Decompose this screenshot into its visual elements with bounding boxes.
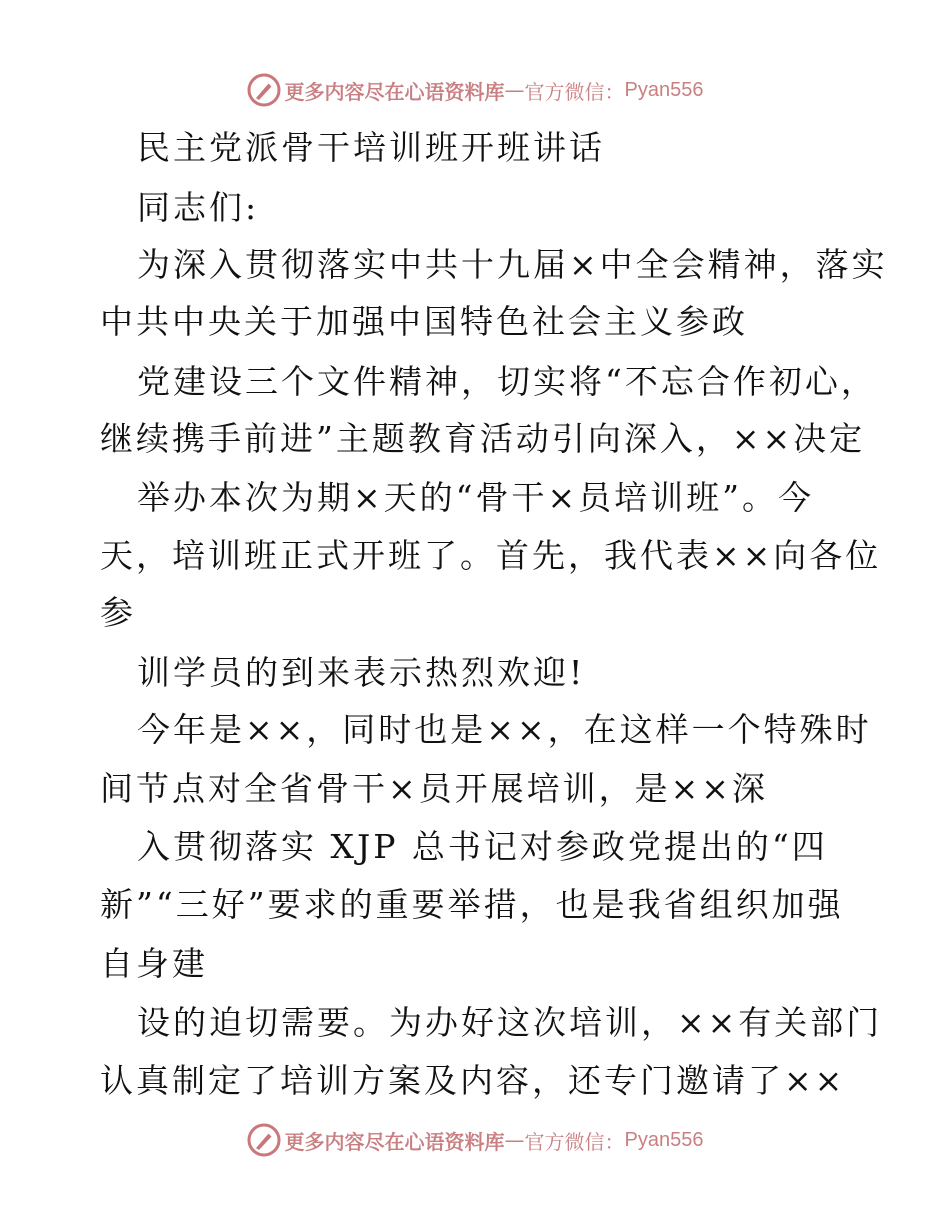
watermark-banner-bottom — [0, 1120, 950, 1160]
watermark-subtitle: 官方微信： — [524, 1129, 625, 1154]
watermark-separator: — — [504, 1128, 525, 1152]
paragraph-line: 认真制定了培训方案及内容，还专门邀请了×× — [100, 1061, 846, 1100]
paragraph-line: 间节点对全省骨干×员开展培训，是××深 — [100, 769, 768, 808]
document-title: 民主党派骨干培训班开班讲话 — [137, 128, 605, 167]
paragraph-line: 中共中央关于加强中国特色社会主义参政 — [100, 302, 748, 341]
watermark-text: 更多内容尽在心语资料库 — [284, 79, 505, 104]
paragraph-line: 天，培训班正式开班了。首先，我代表××向各位 — [100, 536, 882, 575]
watermark-separator: — — [504, 78, 525, 102]
watermark-banner-top — [0, 70, 950, 110]
paragraph-line: 举办本次为期×天的“骨干×员培训班”。今 — [137, 478, 815, 517]
watermark-wechat-id: Pyan556 — [624, 78, 704, 101]
pen-logo-icon — [247, 1123, 281, 1157]
pen-logo-icon — [247, 73, 281, 107]
paragraph-line: 入贯彻落实 XJP 总书记对参政党提出的“四 — [137, 827, 828, 866]
paragraph-line: 党建设三个文件精神，切实将“不忘合作初心， — [137, 362, 877, 401]
watermark-wechat-id: Pyan556 — [624, 1128, 704, 1151]
paragraph-line: 自身建 — [100, 944, 208, 983]
paragraph-line: 继续携手前进”主题教育活动引向深入，××决定 — [100, 419, 866, 458]
paragraph-line: 今年是××，同时也是××，在这样一个特殊时 — [137, 710, 872, 749]
paragraph-line: 设的迫切需要。为办好这次培训，××有关部门 — [137, 1003, 883, 1042]
watermark-text: 更多内容尽在心语资料库 — [284, 1129, 505, 1154]
paragraph-line: 为深入贯彻落实中共十九届×中全会精神，落实 — [137, 245, 888, 284]
paragraph-line: 新”“三好”要求的重要举措，也是我省组织加强 — [100, 885, 844, 924]
watermark-subtitle: 官方微信： — [524, 79, 625, 104]
salutation: 同志们: — [137, 188, 260, 227]
paragraph-line: 参 — [100, 593, 136, 632]
paragraph-line: 训学员的到来表示热烈欢迎! — [137, 653, 586, 692]
